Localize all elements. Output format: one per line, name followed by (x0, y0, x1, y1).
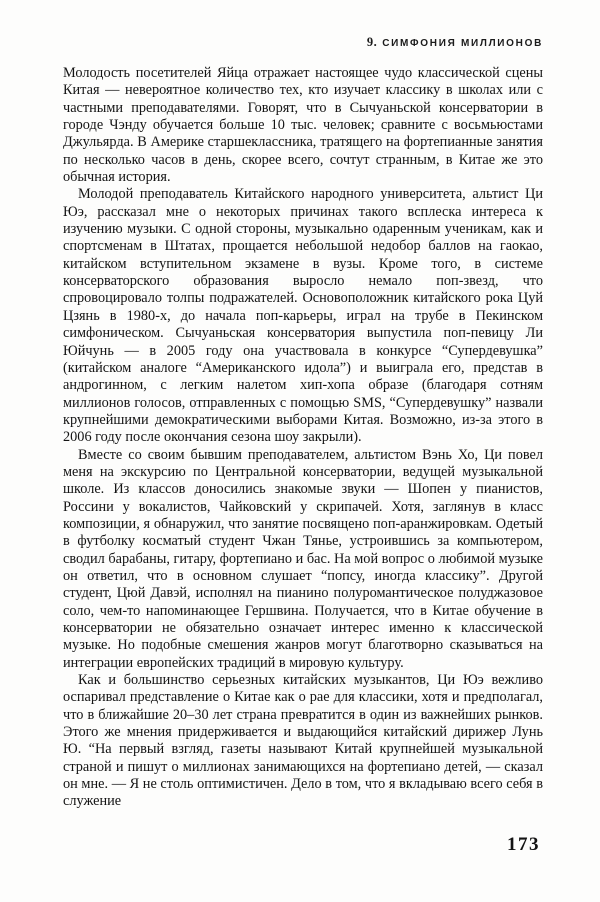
paragraph: Молодость посетителей Яйца отражает настоящее чудо классической сцены Китая — невероятное количество тех, кто изучает классику в школах или с частными преподавателями. Говорят, что в Сычуаньской консерватории в городе Чэнду обучается больше 10 тыс. человек; сравните с восьмьюстами Джульярда. В Америке старшеклассника, тратящего на фортепианные занятия по несколько часов в день, скорее всего, сочтут странным, в Китае же это обычная история. (63, 65, 543, 186)
page-number: 173 (507, 834, 540, 855)
paragraph: Вместе со своим бывшим преподавателем, альтистом Вэнь Хо, Ци повел меня на экскурсию по Центральной консерватории, ведущей музыкальной школе. Из классов доносились знакомые звуки — Шопен у пианистов, Россини у вокалистов, Чайковский у скрипачей. Хотя, заглянув в класс композиции, я обнаружил, что занятие посвящено поп-аранжировкам. Одетый в футболку косматый студент Чжан Тянье, устроившись за компьютером, сводил барабаны, гитару, фортепиано и бас. На мой вопрос о любимой музыке он ответил, что в основном слушает “попсу, иногда классику”. Другой студент, Цюй Давэй, исполнял на пианино полуромантическое полуджазовое соло, чем-то напоминающее Гершвина. Получается, что в Китае обучение в консерватории не обязательно означает интерес именно к классической музыке. Но подобные смешения жанров могут благотворно сказываться на интеграции европейских традиций в мировую культуру. (63, 446, 543, 671)
paragraph: Молодой преподаватель Китайского народного университета, альтист Ци Юэ, рассказал мне о некоторых причинах такого всплеска интереса к изучению музыки. С одной стороны, музыкально одаренным ученикам, как и спортсменам в Штатах, прощается небольшой недобор баллов на гаокао, китайском вступительном экзамене в вузы. Кроме того, в системе консерваторского образования выросло немало поп-звезд, что спровоцировало толпы подражателей. Основоположник китайского рока Цуй Цзянь в 1980-х, до начала поп-карьеры, играл на трубе в Пекинском симфоническом. Сычуаньская консерватория выпустила поп-певицу Ли Юйчунь — в 2005 году она участвовала в конкурсе “Супердевушка” (китайском аналоге “Американского идола”) и выиграла его, представ в андрогинном, с легким налетом хип-хопа образе (благодаря сотням миллионов голосов, отправленных с помощью SMS, “Супердевушку” назвали крупнейшими демократическими выборами Китая. Возможно, из-за этого в 2006 году после окончания сезона шоу закрыли). (63, 186, 543, 446)
body-text (63, 65, 543, 811)
chapter-number: 9. (366, 35, 378, 49)
running-header (63, 35, 543, 50)
chapter-title: СИМФОНИЯ МИЛЛИОНОВ (382, 38, 543, 49)
paragraph: Как и большинство серьезных китайских музыкантов, Ци Юэ вежливо оспаривал представление о Китае как о рае для классики, хотя и предполагал, что в ближайшие 20–30 лет страна превратится в один из важнейших рынков. Этого же мнения придерживается и выдающийся китайский дирижер Лунь Ю. “На первый взгляд, газеты называют Китай крупнейшей музыкальной страной и пишут о миллионах занимающихся на фортепиано детей, — сказал он мне. — Я не столь оптимистичен. Дело в том, что я вкладываю всего себя в служение (63, 672, 543, 810)
